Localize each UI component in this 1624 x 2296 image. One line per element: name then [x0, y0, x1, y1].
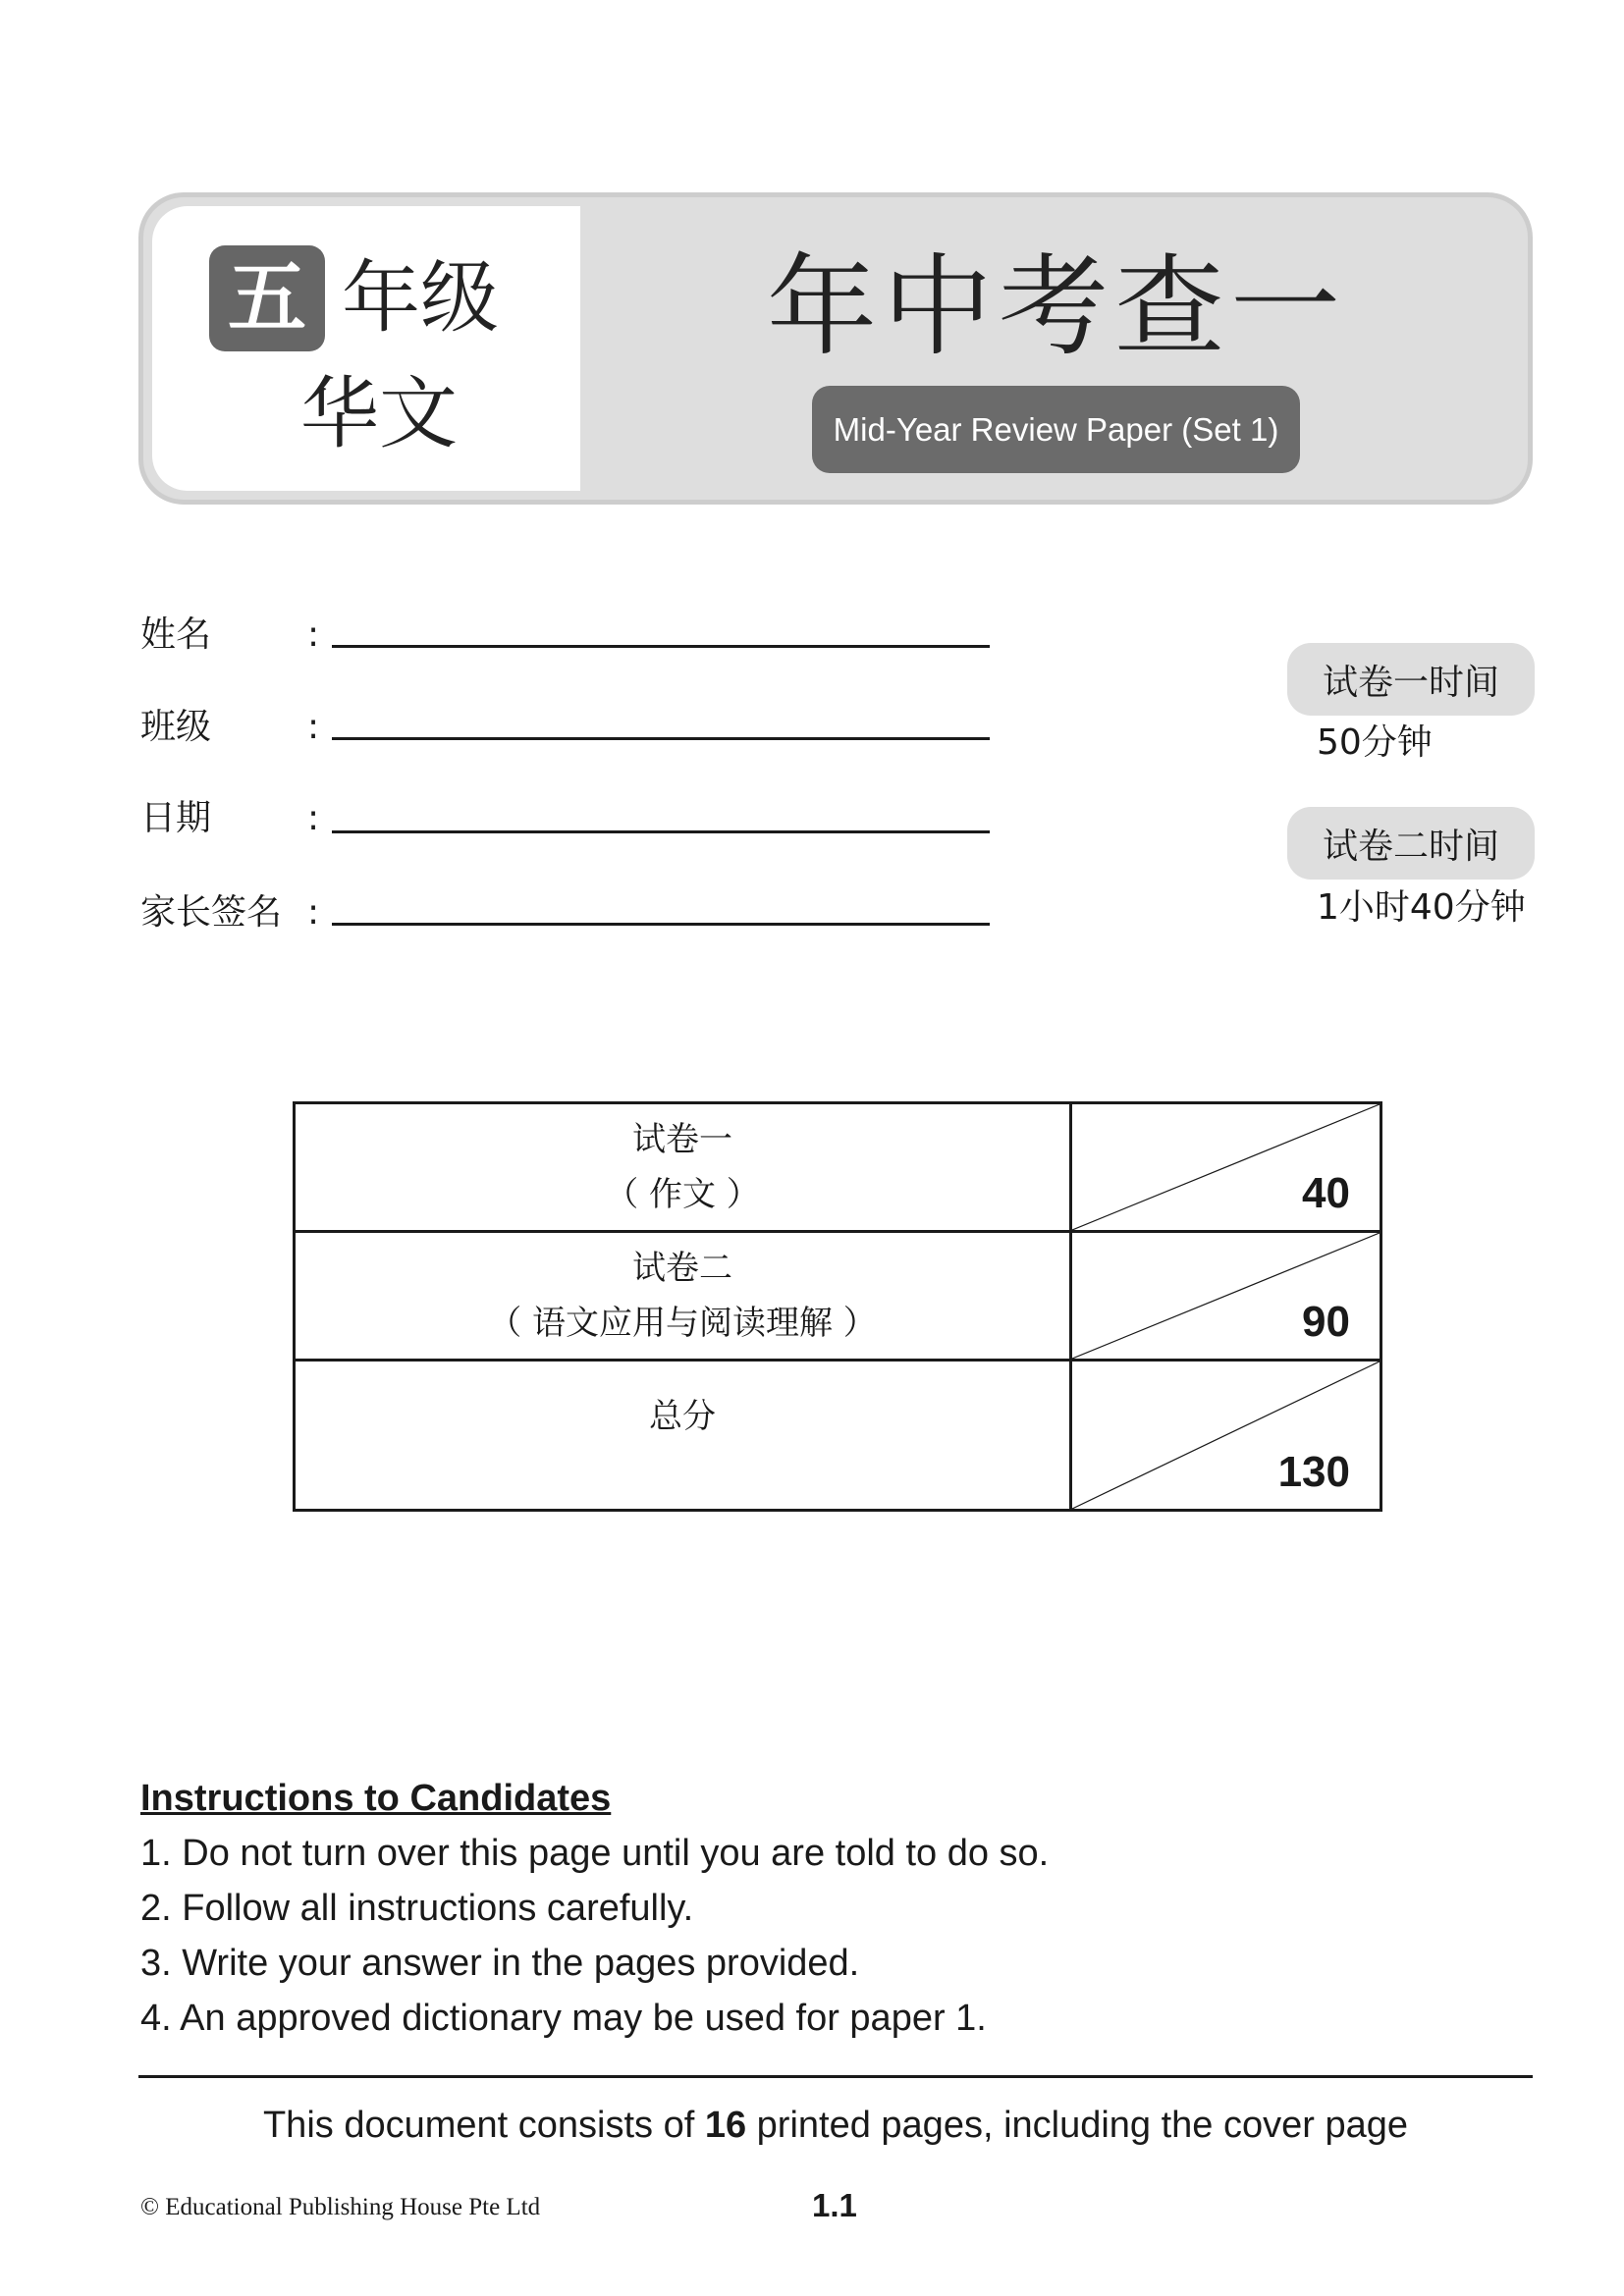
footer-divider [138, 2075, 1533, 2078]
page-count-note [138, 2101, 1533, 2150]
subtitle-pill: Mid-Year Review Paper (Set 1) [812, 386, 1300, 473]
paper1-max-score: 40 [1302, 1169, 1350, 1217]
paper2-score-cell[interactable] [1071, 1232, 1381, 1361]
paper2-time-label: 试卷二时间 [1287, 807, 1535, 880]
total-name-cell [295, 1361, 1071, 1511]
class-field-line[interactable] [332, 737, 990, 740]
total-name: 总分 [649, 1397, 716, 1436]
paper2-name: 试卷二 [632, 1249, 732, 1288]
page-number: 1.1 [812, 2187, 857, 2223]
paper1-subname: （ 作文 ） [605, 1175, 760, 1214]
table-row [295, 1232, 1381, 1361]
name-field-colon: : [307, 614, 320, 655]
name-field-label: 姓名 [140, 614, 212, 655]
total-max-score: 130 [1277, 1448, 1350, 1496]
date-field-line[interactable] [332, 830, 990, 833]
date-field-label: 日期 [140, 798, 212, 838]
grade-badge: 五 [209, 245, 325, 351]
total-score-cell[interactable] [1071, 1361, 1381, 1511]
paper1-time-value: 50分钟 [1317, 722, 1433, 763]
copyright-notice: © Educational Publishing House Pte Ltd [140, 2194, 541, 2220]
subject-label: 华文 [300, 368, 458, 459]
instruction-item: 1. Do not turn over this page until you are told to do so. [140, 1833, 1050, 1874]
paper2-name-cell [295, 1232, 1071, 1361]
paper2-subname: （ 语文应用与阅读理解 ） [488, 1304, 877, 1343]
grade-label: 年级 [342, 252, 499, 344]
page-count-suffix: printed pages, including the cover page [746, 2105, 1409, 2146]
table-row [295, 1103, 1381, 1232]
paper1-name-cell [295, 1103, 1071, 1232]
parent-signature-colon: : [307, 892, 320, 933]
paper2-time-value: 1小时40分钟 [1317, 887, 1526, 928]
page-count-number: 16 [704, 2105, 747, 2146]
paper2-max-score: 90 [1302, 1298, 1350, 1346]
paper1-score-cell[interactable] [1071, 1103, 1381, 1232]
date-field-colon: : [307, 798, 320, 838]
instruction-item: 2. Follow all instructions carefully. [140, 1888, 694, 1929]
class-field-colon: : [307, 707, 320, 747]
score-table [293, 1101, 1380, 1509]
paper1-time-label: 试卷一时间 [1287, 643, 1535, 716]
name-field-line[interactable] [332, 645, 990, 648]
instructions-list [140, 1826, 1049, 2046]
page-count-prefix: This document consists of [262, 2105, 705, 2146]
class-field-label: 班级 [140, 707, 212, 747]
paper1-name: 试卷一 [632, 1120, 732, 1159]
page-title: 年中考查一 [767, 243, 1346, 371]
instruction-item: 4. An approved dictionary may be used for paper 1. [140, 1998, 987, 2039]
instruction-item: 3. Write your answer in the pages provided. [140, 1943, 860, 1984]
parent-signature-label: 家长签名 [140, 892, 283, 933]
parent-signature-line[interactable] [332, 923, 990, 926]
instructions-title: Instructions to Candidates [140, 1778, 612, 1819]
table-row [295, 1361, 1381, 1511]
